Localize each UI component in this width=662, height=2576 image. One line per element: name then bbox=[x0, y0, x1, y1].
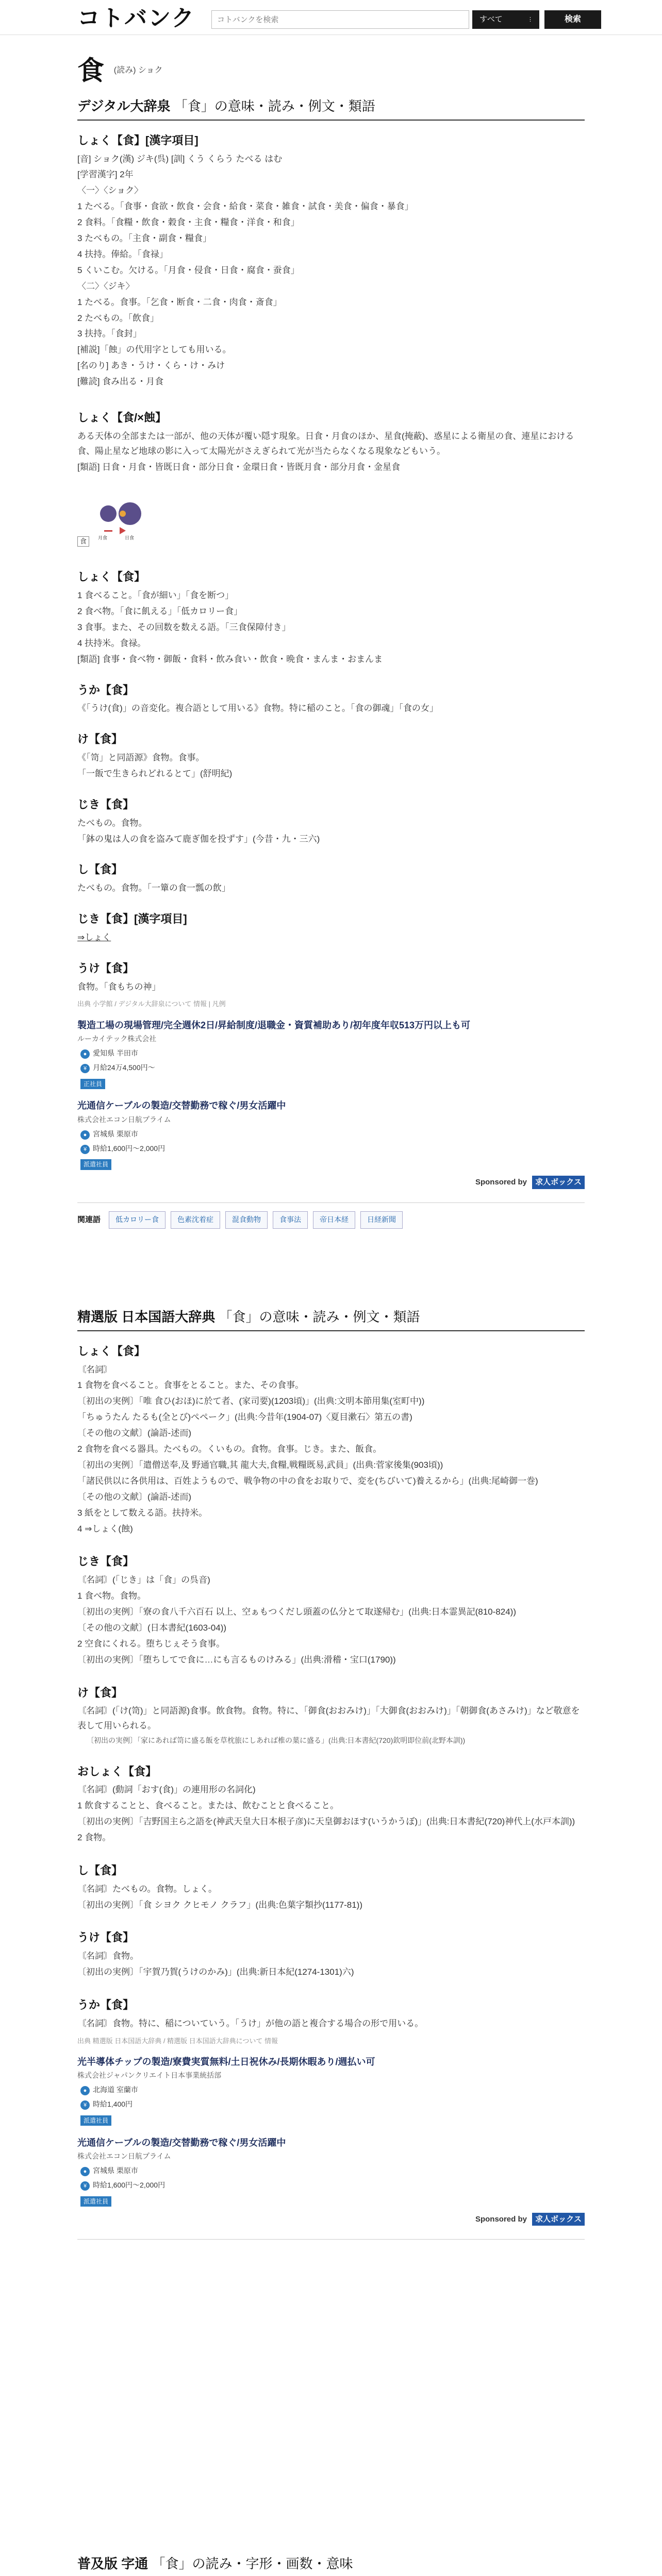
entry-line: 〘名詞〙(動詞「おす(食)」の連用形の名詞化) bbox=[77, 1785, 256, 1795]
entry-heading: うけ【食】 bbox=[77, 1931, 135, 1944]
job-ad-company: 株式会社エコン日航プライム bbox=[77, 2152, 171, 2161]
job-ad-location-text: 宮城県 栗原市 bbox=[93, 2166, 138, 2175]
entry-body bbox=[77, 1949, 585, 1980]
job-ad-salary bbox=[80, 1143, 585, 1155]
entry-line: 〔初出の実例〕「寮の食八千六百石 以上、空ぁもつくだし頭蓋の仏分とて取遂帰む」(出典:日本霊異記(810-824)) bbox=[77, 1606, 516, 1617]
entry-line: [名のり] あき・うけ・くら・け・みけ bbox=[77, 361, 225, 371]
job-ad-type: 派遣社員 bbox=[80, 2115, 111, 2126]
related-word-chip[interactable]: 色素沈着症 bbox=[171, 1211, 220, 1229]
job-ad-type: 派遣社員 bbox=[80, 2196, 111, 2207]
entry-line: 〔初出の実例〕「遣僧送奉,及 野通官職,其 龍大夫,食糧,戦糧既易,武員」(出典:菅家後集(903頃)) bbox=[77, 1460, 443, 1470]
related-word-chip[interactable]: 帝日本経 bbox=[313, 1211, 355, 1229]
entry-heading: じき【食】 bbox=[77, 1555, 135, 1568]
entry-line: 4 扶持。俸給。「食禄」 bbox=[77, 249, 168, 259]
entry-line: 2 食べ物。「食に飢える」「低カロリー食」 bbox=[77, 606, 243, 616]
entry-line: [補説]「蝕」の代用字としても用いる。 bbox=[77, 345, 231, 355]
dict-name: デジタル大辞泉 bbox=[77, 98, 171, 114]
entry-line: 《「笥」と同語源》食物。食事。 bbox=[77, 753, 205, 763]
job-ad-location-text: 宮城県 栗原市 bbox=[93, 1129, 138, 1138]
entry-text: 食物。「食もちの神」 bbox=[77, 981, 161, 992]
entry-line: 1 食べること。「食が細い」「食を断つ」 bbox=[77, 590, 234, 601]
entry-line: 〔その他の文献〕(論語-述而) bbox=[77, 1492, 191, 1502]
job-ad-title[interactable]: 光半導体チップの製造/寮費実質無料/土日祝休み/長期休暇あり/週払い可 bbox=[77, 2056, 375, 2067]
entry-heading: しょく【食】[漢字項目] bbox=[77, 133, 198, 147]
job-ad-salary-text: 時給1,600円〜2,000円 bbox=[93, 2180, 166, 2189]
entry-line: 3 食事。また、その回数を数える語。「三食保障付き」 bbox=[77, 622, 291, 632]
word-title: 食 bbox=[77, 56, 105, 86]
dict-title bbox=[77, 2555, 585, 2576]
dict-subtitle: 「食」の意味・読み・例文・類語 bbox=[174, 98, 375, 114]
entry-body bbox=[77, 152, 585, 389]
entry-line: 〔その他の文献〕(日本書紀(1603-04)) bbox=[77, 1622, 227, 1633]
entry-line: 〘名詞〙たべもの。食物。しょく。 bbox=[77, 1884, 217, 1894]
entry-line: 〔初出の実例〕「宇賀乃賀(うけのかみ)」(出典:新日本紀(1274-1301)六) bbox=[77, 1967, 354, 1977]
yen-icon: ¥ bbox=[80, 1145, 90, 1154]
entry-line: 〔初出の実例〕「唯 食ひ(おほ)に於て者、(家司要)(1203頃)」(出典:文明本節用集(室町中)) bbox=[77, 1396, 425, 1406]
location-icon: ● bbox=[80, 1049, 90, 1059]
related-label: 関連語 bbox=[77, 1215, 101, 1224]
entry-heading: しょく【食】 bbox=[77, 570, 146, 584]
entry-line: 3 扶持。「食封」 bbox=[77, 329, 142, 339]
job-ad-location bbox=[80, 1047, 585, 1060]
related-word-chip[interactable]: 食事法 bbox=[273, 1211, 308, 1229]
search-scope-select[interactable] bbox=[472, 10, 539, 29]
entry-body bbox=[77, 1882, 585, 1913]
entry-line: 1 食べ物。食物。 bbox=[77, 1591, 146, 1601]
job-ad-location bbox=[80, 2084, 585, 2096]
entry-line: 〘名詞〙(「じき」は「食」の呉音) bbox=[77, 1575, 210, 1585]
job-ad-location-text: 愛知県 半田市 bbox=[93, 1048, 138, 1057]
figure-tag: 食 bbox=[77, 536, 89, 547]
entry-body bbox=[77, 816, 585, 847]
entry-text: たべもの。食物。「一簞の食一瓢の飲」 bbox=[77, 883, 230, 893]
entry-body bbox=[77, 751, 585, 782]
entry-source: 〔初出の実例〕「家にあれば笥に盛る飯を草枕旅にしあれば椎の葉に盛る」(出典:日本書紀(720)欽明即位前(北野本訓)) bbox=[87, 1736, 466, 1745]
job-ad-salary bbox=[80, 1062, 585, 1074]
entry-line: 5 くいこむ。欠ける。「月食・侵食・日食・腐食・蚕食」 bbox=[77, 265, 300, 275]
entry-heading: け【食】 bbox=[77, 733, 123, 746]
sponsor-text: Sponsored by bbox=[475, 2214, 527, 2224]
location-icon: ● bbox=[80, 2086, 90, 2095]
entry-line: 「ちゅうたん たるも(全とび)ぺペーク」(出典:今昔年(1904-07)〈夏目漱石〉第五の書) bbox=[77, 1412, 412, 1422]
entry-line: 〔その他の文献〕(論語-述而) bbox=[77, 1428, 191, 1438]
entry-line: 3 紙をとして数える語。扶持米。 bbox=[77, 1507, 208, 1518]
diagram-label: 日食 bbox=[124, 535, 134, 541]
dict-subtitle: 「食」の読み・字形・画数・意味 bbox=[152, 2556, 353, 2571]
yen-icon: ¥ bbox=[80, 2100, 90, 2110]
entry-line: 2 食物を食べる器具。たべもの。くいもの。食物。食事。じき。また、飯食。 bbox=[77, 1444, 382, 1454]
entry-line: [難読] 食み出る・月食 bbox=[77, 377, 164, 387]
entry-text: 〘名詞〙(「け(笥)」と同語源)食事。飲食物。食物。特に、「御食(おおみけ)」「大御食(おおみけ)」「朝御食(あさみけ)」など敬意を表して用いられる。 bbox=[77, 1706, 580, 1731]
location-icon: ● bbox=[80, 1130, 90, 1140]
entry-line: 4 ⇒しょく(蝕) bbox=[77, 1523, 133, 1534]
related-words bbox=[77, 1211, 585, 1229]
entry-heading: うか【食】 bbox=[77, 1998, 135, 2012]
entry-text: 〘名詞〙食物。特に、稲についていう。「うけ」が他の語と複合する場合の形で用いる。 bbox=[77, 2018, 424, 2028]
entry-line: 「鉢の鬼は人の食を盗みて鹿ぎ伽を投ずす」(今昔・九・三六) bbox=[77, 834, 320, 844]
job-ad-salary-text: 時給1,400円 bbox=[93, 2099, 133, 2108]
eclipse-figure bbox=[77, 479, 585, 549]
entry-line: 2 食物。 bbox=[77, 1832, 111, 1842]
entry-heading: じき【食】[漢字項目] bbox=[77, 912, 187, 926]
entry-line: 2 空食にくれる。堕ちじぇそう食事。 bbox=[77, 1638, 225, 1649]
job-ad-location-text: 北海道 室蘭市 bbox=[93, 2086, 138, 2094]
job-ad-company: 株式会社ジャパンクリエイト日本事業統括部 bbox=[77, 2071, 222, 2080]
job-ad-company: 株式会社エコン日航プライム bbox=[77, 1115, 171, 1124]
job-ad-company: ルーカイテック株式会社 bbox=[77, 1035, 157, 1043]
sponsor-line bbox=[77, 2213, 585, 2226]
entry-body bbox=[77, 588, 585, 667]
related-word-chip[interactable]: 日経新聞 bbox=[360, 1211, 403, 1229]
location-icon: ● bbox=[80, 2167, 90, 2176]
job-ads bbox=[77, 1018, 585, 1172]
word-reading: (読み) ショク bbox=[113, 66, 163, 75]
entry-related: [類語] 日食・月食・皆既日食・部分日食・金環日食・皆既月食・部分月食・金星食 bbox=[77, 462, 401, 472]
entry-line: 「一飯で生きられどれるとて」(舒明紀) bbox=[77, 768, 233, 778]
search-input[interactable] bbox=[211, 10, 469, 29]
search-scope-label: すべて bbox=[479, 15, 503, 24]
entry-line: 〈二〉〈ジキ〉 bbox=[77, 281, 135, 291]
job-ad-salary-text: 時給1,600円〜2,000円 bbox=[93, 1144, 166, 1153]
job-ad[interactable] bbox=[77, 1098, 585, 1172]
job-ad-salary-text: 月給24万4,500円〜 bbox=[93, 1063, 155, 1072]
job-ad-salary bbox=[80, 2179, 585, 2192]
sponsor-logo[interactable]: 求人ボックス bbox=[532, 1176, 585, 1189]
related-word-chip[interactable]: 低カロリー食 bbox=[109, 1211, 166, 1229]
dict-subtitle: 「食」の意味・読み・例文・類語 bbox=[219, 1309, 420, 1325]
job-ad-type: 正社員 bbox=[80, 1079, 105, 1089]
entry-text: ある天体の全部または一部が、他の天体が覆い隠す現象。日食・月食のほか、星食(掩蔽)、惑星による衛星の食、連星における食、陽止星など地球の影に入って太陽光がさえぎられて光が当たらなくなる現象などもいう。 bbox=[77, 431, 574, 456]
source-note: 出典 小学館 / デジタル大辞泉について 情報 | 凡例 bbox=[77, 1000, 226, 1008]
job-ad-title[interactable]: 光通信ケーブルの製造/交替勤務で稼ぐ/男女活躍中 bbox=[77, 1100, 286, 1111]
entry-heading: うか【食】 bbox=[77, 683, 135, 697]
entry-heading: おしょく【食】 bbox=[77, 1765, 157, 1778]
entry-heading: し【食】 bbox=[77, 863, 123, 876]
sponsor-logo[interactable]: 求人ボックス bbox=[532, 2213, 585, 2226]
source-note: 出典 精選版 日本国語大辞典 / 精選版 日本国語大辞典について 情報 bbox=[77, 2037, 278, 2045]
job-ad-salary bbox=[80, 2098, 585, 2111]
dict-daijisen bbox=[77, 98, 585, 1229]
entry-line: 「諸民供以に各供用は、百姓ようもので、戦争物の中の食をお取りで、変を(ちびいて)養えるから」(出典:尾崎御一巻) bbox=[77, 1476, 538, 1486]
job-ad[interactable] bbox=[77, 1018, 585, 1091]
related-word-chip[interactable]: 混食動物 bbox=[225, 1211, 268, 1229]
entry-text: 《「うけ(食)」の音変化。複合語として用いる》食物。特に稲のこと。「食の御魂」「食の女」 bbox=[77, 703, 438, 714]
entry-line: 2 食料。「食糧・飲食・穀食・主食・糧食・洋食・和食」 bbox=[77, 217, 300, 228]
entry-line: 〈一〉〈ショク〉 bbox=[77, 185, 143, 196]
entry-heading: うけ【食】 bbox=[77, 961, 135, 975]
dict-title bbox=[77, 98, 585, 121]
entry-heading: け【食】 bbox=[77, 1686, 123, 1699]
entry-line: 4 扶持米。食禄。 bbox=[77, 638, 146, 648]
eclipse-diagram bbox=[94, 484, 156, 540]
entry-line: [音] ショク(漢) ジキ(呉) [訓] くう くらう たべる はむ bbox=[77, 154, 283, 164]
job-ad[interactable] bbox=[77, 2054, 585, 2128]
job-ad-title[interactable]: 製造工場の現場管理/完全週休2日/昇給制度/退職金・資質補助あり/初年度年収513万円以上も可 bbox=[77, 1020, 471, 1030]
yen-icon: ¥ bbox=[80, 2181, 90, 2191]
entry-line: 2 たべもの。「飲食」 bbox=[77, 313, 159, 323]
search-button[interactable]: 検索 bbox=[544, 10, 601, 29]
entry-line: 〘名詞〙食物。 bbox=[77, 1951, 139, 1961]
sponsor-line bbox=[77, 1176, 585, 1189]
entry-body bbox=[77, 1783, 585, 1845]
entry-heading: し【食】 bbox=[77, 1863, 123, 1877]
word-heading bbox=[77, 56, 163, 87]
entry-line: 〔初出の実例〕「吉野国主ら之語を(神武天皇大日本根子彦)に天皇御おほす(いうかうぼ)」(出典:日本書紀(720)神代上(水戸本訓)) bbox=[77, 1817, 575, 1827]
dict-title bbox=[77, 1309, 585, 1331]
entry-line: [学習漢字] 2年 bbox=[77, 170, 134, 180]
entry-heading: じき【食】 bbox=[77, 798, 135, 811]
entry-line: 1 たべる。食事。「乞食・断食・二食・肉食・斎食」 bbox=[77, 297, 282, 307]
job-ad-title[interactable]: 光通信ケーブルの製造/交替勤務で稼ぐ/男女活躍中 bbox=[77, 2137, 286, 2148]
entry-heading: しょく【食】 bbox=[77, 1344, 146, 1358]
dict-jitsu bbox=[77, 2555, 585, 2576]
entry-link[interactable]: ⇒しょく bbox=[77, 932, 111, 942]
entry-line: 1 飲食することと、食べること。または、飲むことと食べること。 bbox=[77, 1801, 339, 1811]
dict-nikkoku bbox=[77, 1309, 585, 2240]
entry-line: 〔初出の実例〕「堕ちしてで食に…にも言るものけみる」(出典:滑稽・宝口(1790)) bbox=[77, 1654, 396, 1665]
site-header bbox=[0, 0, 662, 35]
entry-line: 1 たべる。「食事・食欲・飲食・会食・給食・菜食・雑食・試食・美食・偏食・暴食」 bbox=[77, 201, 413, 212]
entry-heading: しょく【食/×蝕】 bbox=[77, 411, 167, 424]
job-ad-location bbox=[80, 2165, 585, 2177]
diagram-label: 月食 bbox=[97, 535, 107, 541]
job-ads bbox=[77, 2054, 585, 2209]
job-ad-type: 派遣社員 bbox=[80, 1159, 111, 1170]
dict-name: 精選版 日本国語大辞典 bbox=[77, 1309, 216, 1325]
entry-line: 〔初出の実例〕「食 シヨク クヒモノ クラフ」(出典:色葉字類抄(1177-81)) bbox=[77, 1900, 362, 1910]
sponsor-text: Sponsored by bbox=[475, 1178, 527, 1187]
site-logo[interactable]: コトバンク bbox=[77, 5, 195, 31]
entry-body bbox=[77, 1573, 585, 1667]
entry-line: 〘名詞〙 bbox=[77, 1364, 112, 1375]
job-ad[interactable] bbox=[77, 2135, 585, 2209]
entry-line: 3 たべもの。「主食・副食・糧食」 bbox=[77, 233, 211, 244]
chevron-down-icon: ⋮ bbox=[527, 16, 533, 23]
entry-body bbox=[77, 1363, 585, 1537]
job-ad-location bbox=[80, 1128, 585, 1141]
dict-name: 普及版 字通 bbox=[77, 2556, 148, 2571]
entry-line: [類語] 食事・食べ物・御飯・食料・飲み食い・飲食・晩食・まんま・おまんま bbox=[77, 654, 383, 664]
entry-line: たべもの。食物。 bbox=[77, 818, 147, 828]
entry-line: 1 食物を食べること。食事をとること。また、その食事。 bbox=[77, 1380, 304, 1391]
yen-icon: ¥ bbox=[80, 1064, 90, 1073]
